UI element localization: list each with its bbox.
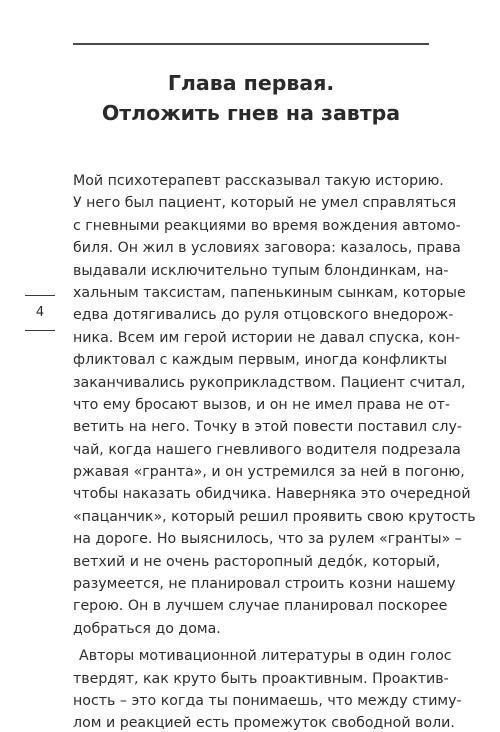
text-line: что ему бросают вызов, и он не имел права не от- xyxy=(73,396,451,413)
page-number: 4 xyxy=(35,305,45,320)
body-text xyxy=(73,170,476,732)
paragraph-1 xyxy=(73,170,476,640)
text-line: Мой психотерапевт рассказывал такую историю. xyxy=(73,173,444,189)
page-number-rule-top xyxy=(25,295,55,296)
text-line: фликтовал с каждым первым, иногда конфликты xyxy=(73,352,448,369)
text-line: заканчивались рукоприкладством. Пациент считал, xyxy=(73,374,466,391)
top-rule xyxy=(73,43,429,45)
text-line: разумеется, не планировал строить козни нашему xyxy=(73,576,456,593)
paragraph-2 xyxy=(73,645,462,732)
text-line: Авторы мотивационной литературы в один голос xyxy=(79,648,452,665)
text-line: ность – это когда ты понимаешь, что между стиму- xyxy=(73,692,462,709)
text-line: хальным таксистам, папенькиным сынкам, которые xyxy=(73,284,466,301)
page-number-rule-bottom xyxy=(25,330,55,331)
chapter-title-line-2: Отложить гнев на завтра xyxy=(101,101,401,125)
text-line: на дороге. Но выяснилось, что за рулем «гранты» – xyxy=(73,531,462,548)
text-line: едва дотягивались до руля отцовского внедорож- xyxy=(73,307,454,324)
text-line: биля. Он жил в условиях заговора: казалось, права xyxy=(73,240,461,257)
text-line: твердят, как круто быть проактивным. Проактив- xyxy=(73,670,449,687)
text-line: чай, когда нашего гневливого водителя подрезала xyxy=(73,441,461,458)
text-line: добраться до дома. xyxy=(73,620,221,637)
text-line: выдавали исключительно тупым блондинкам, на- xyxy=(73,262,449,279)
text-line: чтобы наказать обидчика. Наверняка это очередной xyxy=(73,486,471,503)
chapter-heading xyxy=(60,68,442,128)
text-line: У него был пациент, который не умел справляться xyxy=(73,195,457,212)
page-number-block xyxy=(25,295,55,331)
text-line: герою. Он в лучшем случае планировал поскорее xyxy=(73,598,448,615)
text-line: ветхий и не очень расторопный дедо́к, который, xyxy=(73,553,441,570)
text-line: лом и реакцией есть промежуток свободной воли. xyxy=(73,715,455,732)
text-line: ника. Всем им герой истории не давал спуска, кон- xyxy=(73,329,461,346)
text-line: ветить на него. Точку в этой повести поставил слу- xyxy=(73,419,462,436)
text-line: с гневными реакциями во время вождения автомо- xyxy=(73,217,461,234)
text-line: «пацанчик», который решил проявить свою крутость xyxy=(73,508,476,525)
chapter-title-line-1: Глава первая. xyxy=(167,71,335,95)
text-line: ржавая «гранта», и он устремился за ней в погоню, xyxy=(73,464,465,481)
